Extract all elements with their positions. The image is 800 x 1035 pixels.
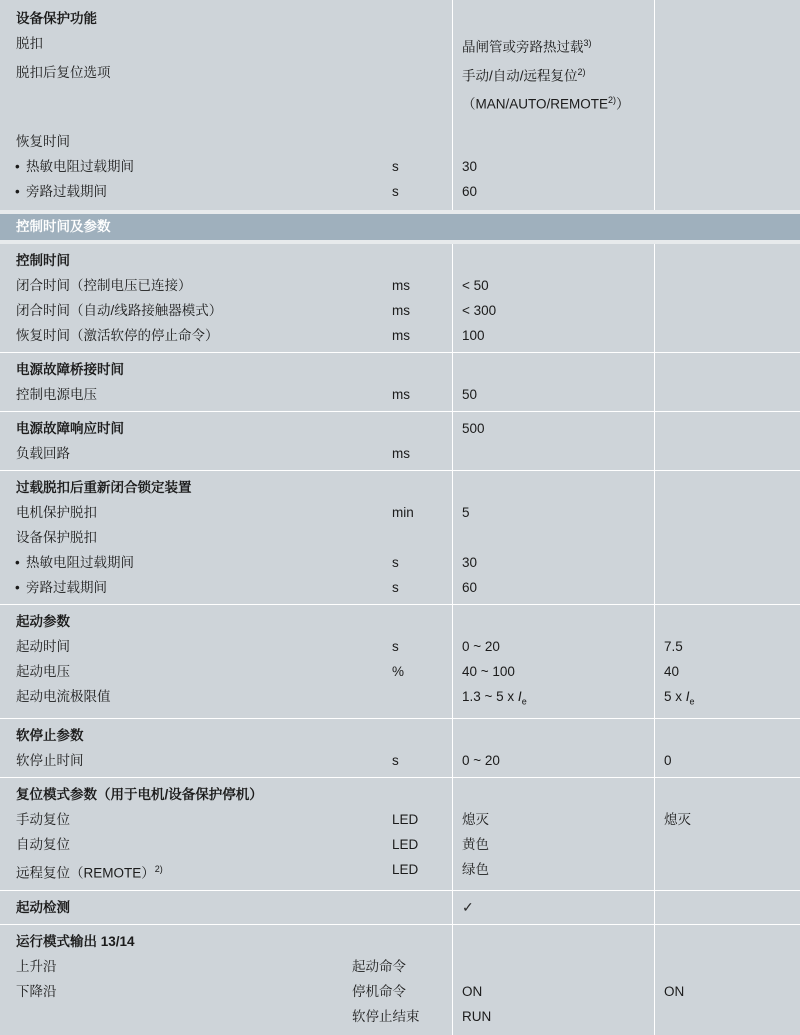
group-reclose-lockout: [0, 471, 800, 604]
value2-cell: [654, 179, 800, 204]
value2-cell: [654, 723, 800, 748]
unit-cell: [392, 525, 452, 550]
row-label: 电机保护脱扣: [16, 504, 97, 520]
unit-cell: LED: [392, 862, 419, 878]
column-divider-1: [452, 0, 453, 210]
unit-cell: ms: [392, 302, 410, 318]
column-divider-2: [654, 471, 655, 604]
unit-cell: s: [392, 158, 399, 174]
italic-i: I: [517, 688, 522, 704]
value2-cell: [654, 475, 800, 500]
group-title: 软停止参数: [16, 728, 84, 744]
row-label: 闭合时间（控制电压已连接）: [16, 277, 192, 293]
value-text: （MAN/AUTO/REMOTE: [462, 96, 609, 112]
check-icon: ✓: [462, 898, 474, 915]
unit-cell: ms: [392, 445, 410, 461]
value-cell: 5: [462, 504, 470, 520]
value-cell: [452, 954, 654, 979]
value-text: 手动/自动/远程复位: [462, 68, 578, 83]
italic-i: I: [685, 688, 690, 704]
subscript-e: e: [689, 696, 695, 707]
row-label: 软停止时间: [16, 753, 84, 769]
device-protection-block: [0, 0, 800, 210]
value2-cell: [654, 895, 800, 920]
row-label: 下降沿: [16, 983, 57, 999]
column-divider-1: [452, 412, 453, 470]
column-divider-2: [654, 925, 655, 1035]
value2-cell: [654, 832, 800, 857]
group-start-detection: [0, 891, 800, 924]
value-cell: 100: [462, 327, 485, 343]
row-label: 恢复时间: [16, 133, 70, 149]
row-label: • 旁路过载期间: [0, 575, 392, 600]
row-label: 设备保护脱扣: [16, 529, 97, 545]
value-cell: [452, 609, 654, 634]
value-cell: 60: [462, 183, 478, 199]
unit-cell: [392, 895, 452, 920]
value-cell: 40 ~ 100: [462, 663, 515, 679]
unit-cell: [392, 723, 452, 748]
value2-cell: [654, 929, 800, 954]
unit-cell: 起动命令: [352, 958, 406, 974]
value2-cell: [654, 609, 800, 634]
row-label: • 热敏电阻过载期间: [0, 550, 392, 575]
group-title: 设备保护功能: [16, 11, 97, 26]
row-label: 起动时间: [16, 638, 70, 654]
row-label: • 热敏电阻过载期间: [0, 154, 392, 179]
row-label: 脱扣后复位选项: [16, 64, 111, 80]
value-cell: 0 ~ 20: [462, 638, 500, 654]
value2-cell: [654, 154, 800, 179]
unit-cell: s: [392, 554, 399, 570]
value-cell: [452, 441, 654, 466]
value-cell: < 50: [462, 277, 489, 293]
value2-cell: [654, 575, 800, 600]
footnote-marker: 2): [154, 864, 163, 875]
value2-cell: [654, 248, 800, 273]
unit-cell: [392, 475, 452, 500]
subscript-e: e: [521, 696, 527, 707]
unit-cell: [392, 88, 452, 117]
unit-cell: [392, 6, 452, 31]
unit-cell: min: [392, 504, 414, 520]
value-cell: [452, 475, 654, 500]
footnote-marker: 3): [583, 38, 592, 48]
row-label: 自动复位: [16, 837, 70, 853]
column-divider-1: [452, 778, 453, 890]
value2-cell: [654, 60, 800, 89]
row-label: 恢复时间（激活软停的停止命令）: [16, 327, 219, 343]
row-label: 手动复位: [16, 812, 70, 828]
row-label: • 旁路过载期间: [0, 179, 392, 204]
unit-cell: s: [392, 579, 399, 595]
value2-cell: 5 x $I_e$: [664, 688, 695, 707]
value-cell: 黄色: [462, 837, 489, 853]
unit-cell: [392, 129, 452, 154]
group-title: 起动参数: [16, 613, 70, 629]
row-label: [0, 88, 392, 117]
value-cell: [452, 88, 654, 117]
unit-cell: ms: [392, 277, 410, 293]
group-title: 起动检测: [16, 899, 70, 915]
value-cell: [452, 248, 654, 273]
unit-cell: 停机命令: [352, 983, 406, 999]
row-label: 控制电源电压: [16, 386, 97, 402]
value2-cell: 熄灭: [664, 812, 691, 828]
value-cell: 熄灭: [462, 812, 489, 828]
value-cell: [452, 6, 654, 31]
group-operating-mode-output: [0, 925, 800, 1035]
value2-cell: [654, 298, 800, 323]
value2-cell: [654, 382, 800, 407]
column-divider-1: [452, 891, 453, 924]
group-title: 控制时间: [16, 252, 70, 268]
unit-cell: LED: [392, 812, 419, 828]
value-cell: 500: [462, 420, 485, 436]
section-header: 控制时间及参数: [0, 214, 800, 240]
value2-cell: [654, 525, 800, 550]
column-divider-1: [452, 925, 453, 1035]
value2-cell: [654, 31, 800, 60]
value2-cell: [654, 357, 800, 382]
group-soft-stop-parameters: [0, 719, 800, 777]
value2-cell: [654, 500, 800, 525]
value-cell: [452, 357, 654, 382]
group-control-times: [0, 244, 800, 352]
unit-cell: [392, 31, 452, 60]
unit-cell: s: [392, 638, 399, 654]
value2-cell: [654, 550, 800, 575]
value-cell: 1.3 ~ 5 x $I_e$: [462, 688, 527, 707]
group-title: 电源故障响应时间: [16, 420, 124, 436]
group-start-parameters: [0, 605, 800, 719]
value2-cell: [654, 857, 800, 886]
unit-cell: [392, 60, 452, 89]
column-divider-2: [654, 0, 655, 210]
column-divider-1: [452, 605, 453, 719]
value-cell: [452, 929, 654, 954]
unit-cell: [392, 416, 452, 441]
unit-cell: ms: [392, 327, 410, 343]
value2-cell: 7.5: [664, 638, 683, 654]
column-divider-2: [654, 412, 655, 470]
unit-cell: [392, 357, 452, 382]
value2-cell: 40: [664, 663, 680, 679]
value-cell: 绿色: [462, 862, 489, 878]
column-divider-2: [654, 244, 655, 352]
value2-cell: [654, 954, 800, 979]
value-cell: < 300: [462, 302, 497, 318]
value2-cell: [654, 782, 800, 807]
row-label: 负载回路: [16, 445, 70, 461]
footnote-marker: 2): [577, 66, 586, 77]
unit-cell: %: [392, 663, 405, 679]
value2-cell: [654, 6, 800, 31]
unit-cell: [392, 248, 452, 273]
value2-cell: [654, 129, 800, 154]
value-cell: ON: [462, 983, 483, 999]
row-label-text: 远程复位（REMOTE）: [16, 865, 155, 881]
group-title: 过载脱扣后重新闭合锁定装置: [16, 479, 192, 495]
column-divider-2: [654, 778, 655, 890]
unit-cell: ms: [392, 386, 410, 402]
column-divider-2: [654, 353, 655, 411]
value-cell: [452, 723, 654, 748]
column-divider-1: [452, 471, 453, 604]
group-power-failure-bridging: [0, 353, 800, 411]
value-text: 晶闸管或旁路热过载: [462, 39, 584, 55]
unit-cell: LED: [392, 837, 419, 853]
value2-cell: [654, 273, 800, 298]
value2-cell: [654, 441, 800, 466]
value2-cell: ON: [664, 983, 685, 999]
unit-cell: s: [392, 753, 399, 769]
value-cell: [452, 31, 654, 60]
value-cell: 30: [462, 554, 478, 570]
group-title: 复位模式参数（用于电机/设备保护停机）: [16, 787, 263, 803]
row-label: 闭合时间（自动/线路接触器模式）: [16, 302, 223, 318]
value-cell: RUN: [462, 1008, 492, 1024]
column-divider-1: [452, 244, 453, 352]
value-cell: [452, 60, 654, 89]
value2-cell: [654, 416, 800, 441]
unit-cell: 软停止结束: [352, 1008, 420, 1024]
group-title: 运行模式输出 13/14: [16, 933, 135, 949]
unit-cell: s: [392, 183, 399, 199]
value-tail: ）: [616, 96, 630, 112]
column-divider-2: [654, 719, 655, 777]
row-label: [0, 857, 392, 886]
row-label: 起动电流极限值: [16, 688, 111, 704]
column-divider-2: [654, 605, 655, 719]
row-label: [0, 1004, 352, 1029]
value-cell: 60: [462, 579, 478, 595]
group-reset-mode-parameters: [0, 778, 800, 890]
unit-cell: [392, 609, 452, 634]
row-label: 脱扣: [16, 36, 43, 51]
value2-cell: [654, 323, 800, 348]
value2-cell: [654, 1004, 800, 1029]
value-cell: 0 ~ 20: [462, 753, 500, 769]
unit-cell: [392, 929, 452, 954]
column-divider-1: [452, 353, 453, 411]
unit-cell: [392, 782, 452, 807]
value-cell: [452, 129, 654, 154]
value-cell: [452, 782, 654, 807]
column-divider-2: [654, 891, 655, 924]
value-cell: [452, 525, 654, 550]
value2-cell: 0: [664, 753, 672, 769]
footnote-marker: 2): [608, 95, 617, 105]
value-cell: 50: [462, 386, 478, 402]
group-title: 电源故障桥接时间: [16, 361, 124, 377]
row-label: 上升沿: [16, 958, 57, 974]
value2-cell: [654, 88, 800, 117]
section-header-wrap: [0, 210, 800, 244]
column-divider-1: [452, 719, 453, 777]
value-cell: 30: [462, 158, 478, 174]
row-label: 起动电压: [16, 663, 70, 679]
unit-cell: [392, 684, 452, 715]
group-power-failure-response: [0, 412, 800, 470]
